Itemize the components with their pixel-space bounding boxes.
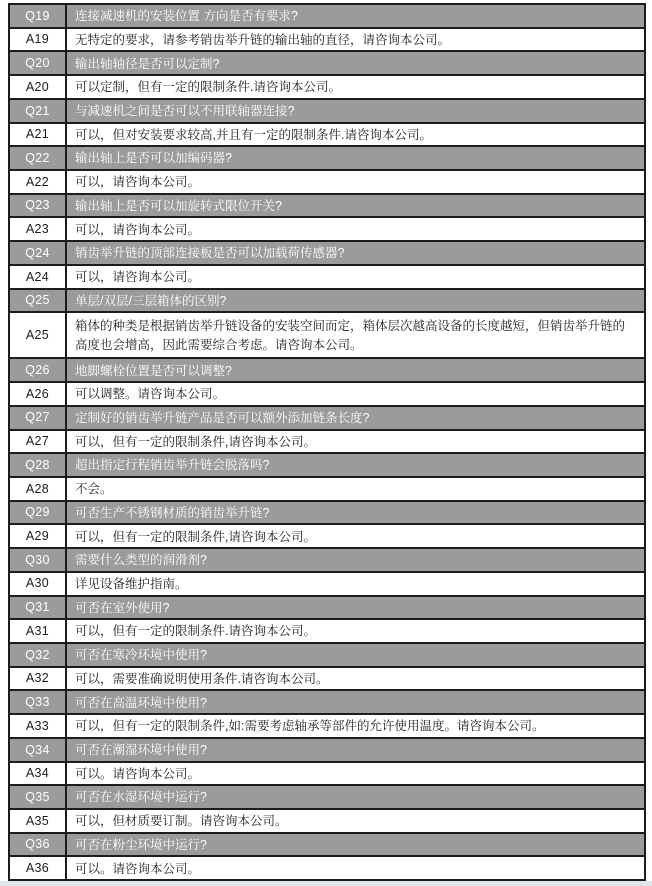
row-text-cell: 输出轴轴径是否可以定制? xyxy=(75,56,220,71)
row-id-cell: Q36 xyxy=(10,834,67,856)
row-text-cell: 详见设备维护指南。 xyxy=(75,576,188,591)
row-id-cell: Q19 xyxy=(10,5,67,27)
faq-row xyxy=(10,52,644,76)
row-text-cell: 可否在室外使用? xyxy=(75,600,170,615)
faq-row xyxy=(10,857,644,881)
faq-table xyxy=(8,3,646,881)
faq-row xyxy=(10,431,644,455)
row-id-cell: A20 xyxy=(10,76,67,98)
row-id-cell: A22 xyxy=(10,171,67,193)
row-id-cell: A36 xyxy=(10,857,67,879)
row-text-cell: 定制好的销齿举升链产品是否可以额外添加链条长度? xyxy=(75,410,370,425)
row-text-cell: 可否在粉尘环境中运行? xyxy=(75,837,207,852)
row-id-cell: A32 xyxy=(10,668,67,690)
faq-row xyxy=(10,597,644,621)
row-id-cell: Q26 xyxy=(10,359,67,381)
faq-row xyxy=(10,763,644,787)
row-id-cell: A34 xyxy=(10,763,67,785)
faq-row xyxy=(10,668,644,692)
faq-row xyxy=(10,218,644,242)
faq-row xyxy=(10,5,644,29)
faq-row xyxy=(10,359,644,383)
row-text-cell: 可以，请咨询本公司。 xyxy=(75,270,201,285)
faq-row xyxy=(10,407,644,431)
row-text-cell: 可以，请咨询本公司。 xyxy=(75,175,201,190)
faq-row xyxy=(10,715,644,739)
row-text-cell: 可以，需要准确说明使用条件.请咨询本公司。 xyxy=(75,671,329,686)
row-text-cell: 不会。 xyxy=(75,482,113,497)
faq-row xyxy=(10,739,644,763)
row-text-cell: 可以，但有一定的限制条件.请咨询本公司。 xyxy=(75,624,316,639)
row-id-cell: Q29 xyxy=(10,502,67,524)
row-text-cell: 输出轴上是否可以加编码器? xyxy=(75,151,232,166)
faq-row xyxy=(10,147,644,171)
faq-row xyxy=(10,454,644,478)
row-id-cell: Q23 xyxy=(10,195,67,217)
row-text-cell: 可以，但对安装要求较高,并且有一定的限制条件.请咨询本公司。 xyxy=(75,127,432,142)
row-id-cell: Q20 xyxy=(10,52,67,74)
row-id-cell: A31 xyxy=(10,620,67,642)
row-text-cell: 可以定制，但有一定的限制条件.请咨询本公司。 xyxy=(75,80,341,95)
row-text-cell: 箱体的种类是根据销齿举升链设备的安装空间而定，箱体层次越高设备的长度越短，但销齿举升链的高度也会增高，因此需要综合考虑。请咨询本公司。 xyxy=(75,319,626,352)
row-id-cell: A27 xyxy=(10,431,67,453)
faq-row xyxy=(10,644,644,668)
row-text-cell: 可以，但有一定的限制条件,请咨询本公司。 xyxy=(75,434,316,449)
row-id-cell: A25 xyxy=(10,313,67,357)
row-id-cell: Q34 xyxy=(10,739,67,761)
faq-row xyxy=(10,786,644,810)
faq-row xyxy=(10,76,644,100)
faq-row xyxy=(10,502,644,526)
row-text-cell: 可否在水湿环境中运行? xyxy=(75,790,207,805)
row-text-cell: 无特定的要求，请参考销齿举升链的输出轴的直径，请咨询本公司。 xyxy=(75,32,451,47)
faq-row xyxy=(10,29,644,53)
row-id-cell: Q33 xyxy=(10,691,67,713)
faq-row xyxy=(10,195,644,219)
page-edge-strip xyxy=(0,881,652,886)
row-text-cell: 超出指定行程销齿举升链会脱落吗? xyxy=(75,458,270,473)
faq-row xyxy=(10,810,644,834)
row-id-cell: Q27 xyxy=(10,407,67,429)
row-text-cell: 可以，但有一定的限制条件,请咨询本公司。 xyxy=(75,529,316,544)
row-id-cell: A28 xyxy=(10,478,67,500)
row-text-cell: 销齿举升链的顶部连接板是否可以加载荷传感器? xyxy=(75,246,345,261)
row-text-cell: 可否在高温环境中使用? xyxy=(75,695,207,710)
faq-row xyxy=(10,478,644,502)
row-text-cell: 输出轴上是否可以加旋转式限位开关? xyxy=(75,198,282,213)
row-id-cell: A21 xyxy=(10,124,67,146)
row-id-cell: A19 xyxy=(10,29,67,51)
row-text-cell: 单层/双层/三层箱体的区别? xyxy=(75,293,227,308)
faq-row xyxy=(10,313,644,359)
row-id-cell: A23 xyxy=(10,218,67,240)
faq-row xyxy=(10,171,644,195)
faq-row xyxy=(10,525,644,549)
row-id-cell: Q30 xyxy=(10,549,67,571)
row-text-cell: 与减速机之间是否可以不用联轴器连接? xyxy=(75,104,295,119)
faq-row xyxy=(10,242,644,266)
row-id-cell: Q22 xyxy=(10,147,67,169)
row-id-cell: A29 xyxy=(10,525,67,547)
row-id-cell: A30 xyxy=(10,573,67,595)
faq-row xyxy=(10,266,644,290)
faq-row xyxy=(10,290,644,314)
row-id-cell: Q35 xyxy=(10,786,67,808)
row-id-cell: Q28 xyxy=(10,454,67,476)
row-text-cell: 可以调整。请咨询本公司。 xyxy=(75,387,226,402)
row-text-cell: 可以，请咨询本公司。 xyxy=(75,222,201,237)
row-text-cell: 可否在寒冷环境中使用? xyxy=(75,648,207,663)
faq-row xyxy=(10,834,644,858)
row-id-cell: A35 xyxy=(10,810,67,832)
row-text-cell: 可以。请咨询本公司。 xyxy=(75,861,201,876)
row-id-cell: A33 xyxy=(10,715,67,737)
row-text-cell: 可否在潮湿环境中使用? xyxy=(75,743,207,758)
faq-row xyxy=(10,691,644,715)
row-text-cell: 可否生产不锈钢材质的销齿举升链? xyxy=(75,505,270,520)
row-text-cell: 可以。请咨询本公司。 xyxy=(75,766,201,781)
faq-row xyxy=(10,573,644,597)
faq-row xyxy=(10,100,644,124)
row-text-cell: 可以，但有一定的限制条件,如:需要考虑轴承等部件的允许使用温度。请咨询本公司。 xyxy=(75,719,545,734)
row-id-cell: A26 xyxy=(10,383,67,405)
row-id-cell: Q21 xyxy=(10,100,67,122)
row-id-cell: A24 xyxy=(10,266,67,288)
row-id-cell: Q25 xyxy=(10,290,67,312)
faq-row xyxy=(10,124,644,148)
row-id-cell: Q32 xyxy=(10,644,67,666)
row-id-cell: Q31 xyxy=(10,597,67,619)
row-text-cell: 需要什么类型的润滑剂? xyxy=(75,553,207,568)
faq-row xyxy=(10,620,644,644)
row-text-cell: 连接减速机的安装位置 方向是否有要求? xyxy=(75,9,298,24)
faq-row xyxy=(10,549,644,573)
row-text-cell: 地脚螺栓位置是否可以调整? xyxy=(75,363,232,378)
row-id-cell: Q24 xyxy=(10,242,67,264)
faq-row xyxy=(10,383,644,407)
row-text-cell: 可以，但材质要订制。请咨询本公司。 xyxy=(75,814,288,829)
